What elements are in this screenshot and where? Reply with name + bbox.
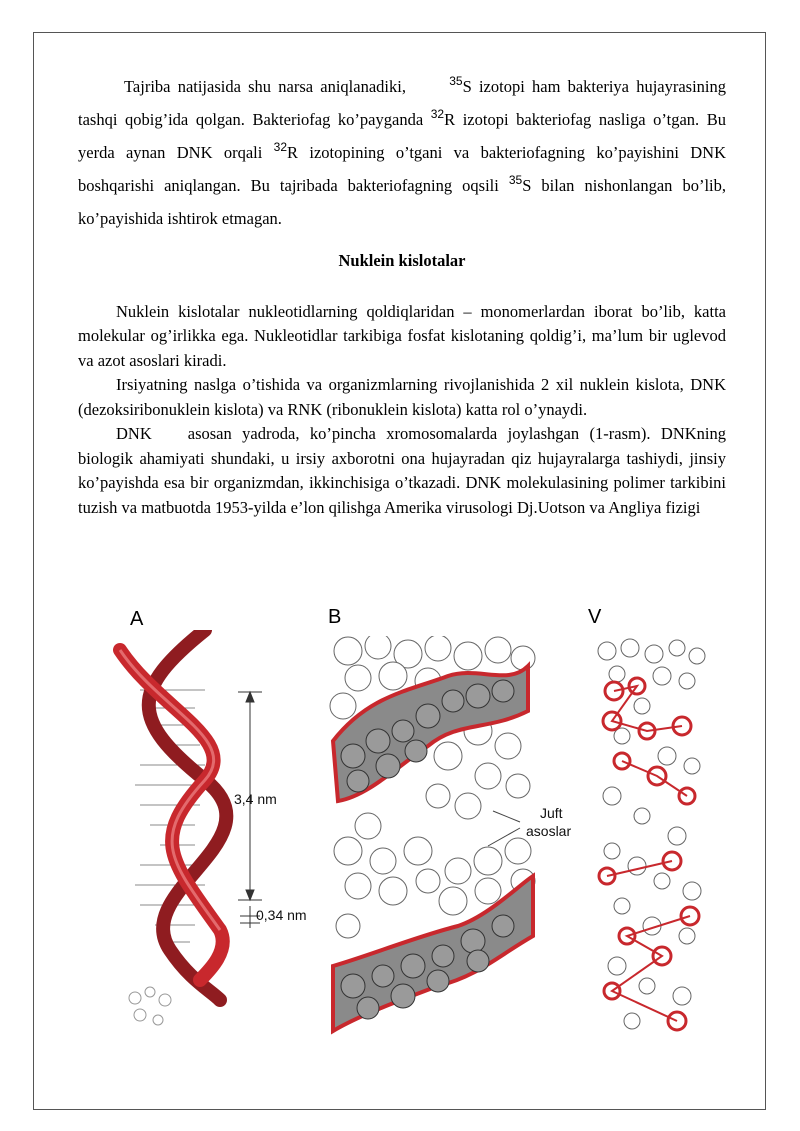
figure-label-a: A (130, 608, 144, 630)
text-block (78, 70, 726, 520)
isotope-mass: 35 (508, 173, 523, 187)
intro-paragraph (78, 70, 726, 235)
measure-3-4-nm: 3,4 nm (234, 791, 277, 807)
section-heading: Nuklein kislotalar (338, 251, 466, 270)
base-pairs-label-line2: asoslar (526, 823, 572, 839)
base-pairs-label-line1: Juft (540, 805, 563, 821)
isotope-mass: 32 (430, 107, 445, 121)
paragraph-heredity: Irsiyatning naslga o’tishida va organizmlarning rivojlanishida 2 xil nuklein kislota, DNK (dezoksiribonuklein kislota) va RNK (ribonuklein kislota) katta rol o’ynaydi. (78, 375, 726, 419)
paragraph-nucleic-acids: Nuklein kislotalar nukleotidlarning qoldiqlaridan – monomerlardan iborat bo’lib, katta molekular og’irlikka ega. Nukleotidlar tarkibiga fosfat kislotaning qoldig’i, ma’lum bir uglevod va azot asoslari kiradi. (78, 301, 726, 370)
intro-part: S izotopi ham bakteriya hujayrasining tashqi qobig’ida qolgan. Bakteriofag ko’payganda (78, 77, 727, 129)
figure-b-space-filling (328, 636, 588, 1036)
helix-strand-front (120, 650, 223, 980)
measure-0-34-nm: 0,34 nm (256, 907, 307, 923)
figure-v-atomic-model (592, 636, 712, 1036)
intro-part: R izotopi bakteriofag nasliga o’tgan. Bu yerda aynan DNK orqali (78, 110, 727, 162)
isotope-mass: 35 (449, 74, 463, 88)
intro-text (78, 70, 726, 235)
dna-term: DNK (116, 424, 152, 443)
tail-molecules (129, 987, 171, 1025)
measurement-arrows (238, 692, 262, 928)
intro-part: Tajriba natijasida shu narsa aniqlanadiki, (124, 77, 414, 96)
figure-label-b: B (328, 606, 342, 628)
paragraph-dna (78, 422, 726, 520)
figure-a-helix (110, 630, 320, 1030)
intro-part: S bilan nishonlangan bo’lib, ko’payishida ishtirok etmagan. (78, 176, 726, 228)
dna-description: asosan yadroda, ko’pincha xromosomalarda joylashgan (1-rasm). DNKning biologik ahamiyati shundaki, u irsiy axborotni ona hujayradan qiz hujayralarga tashiydi, jinsiy ko’payishda esa bir organizmdan, ikkinchisiga o’tkazadi. DNK molekulasining polimer tarkibini tuzish va matbuotda 1953-yilda e’lon qilishga Amerika virusologi Dj.Uotson va Angliya fizigi (78, 424, 726, 517)
figure-label-v: V (588, 606, 602, 628)
intro-part: R izotopining o’tgani va bakteriofagning ko’payishini DNK boshqarishi aniqlangan. Bu tajribada bakteriofagning oqsili (78, 143, 726, 195)
isotope-mass: 32 (273, 140, 288, 154)
